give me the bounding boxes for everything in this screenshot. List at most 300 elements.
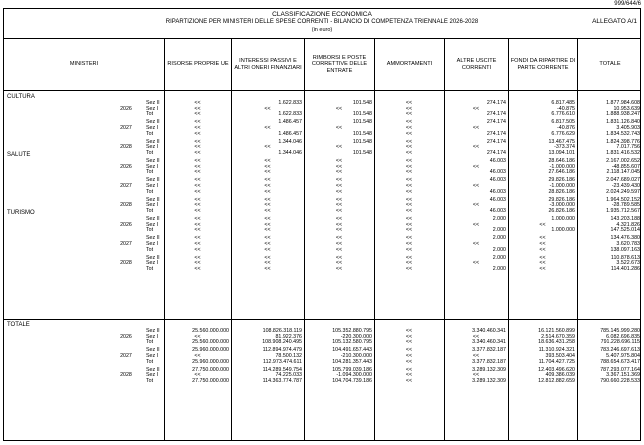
table-cell: << bbox=[194, 188, 201, 195]
table-cell: << bbox=[264, 240, 271, 247]
table-cell: << bbox=[194, 227, 201, 234]
table-cell: << bbox=[335, 246, 343, 253]
table-cell: << bbox=[335, 158, 343, 164]
row-kind: Sez II bbox=[146, 254, 160, 261]
year-label: 2026 bbox=[120, 221, 132, 228]
table-cell: << bbox=[405, 196, 413, 203]
table-cell: << bbox=[335, 163, 343, 170]
row-kind: Tot bbox=[146, 246, 154, 253]
table-cell: -373.374 bbox=[554, 144, 575, 151]
table-cell: << bbox=[194, 105, 201, 112]
page-subtitle: RIPARTIZIONE PER MINISTERI DELLE SPESE CORRENTI - BILANCIO DI COMPETENZA TRIENNALE 2026-2028 bbox=[165, 19, 479, 25]
table-cell: << bbox=[405, 227, 413, 234]
row-kind: Tot bbox=[146, 130, 154, 137]
table-cell: << bbox=[194, 149, 201, 156]
table-cell: << bbox=[405, 124, 413, 131]
table-cell: 104.281.357.443 bbox=[332, 358, 372, 365]
table-cell: << bbox=[264, 124, 271, 131]
table-cell: << bbox=[264, 163, 271, 170]
table-cell: 3.377.832.187 bbox=[472, 347, 506, 354]
table-cell: 108.826.318.119 bbox=[262, 328, 302, 334]
header-totale: TOTALE bbox=[577, 39, 642, 90]
table-cell: 28.826.186 bbox=[548, 188, 575, 195]
table-cell: 25.560.000.000 bbox=[192, 339, 229, 346]
table-cell: << bbox=[194, 265, 201, 272]
column-divider bbox=[304, 91, 305, 440]
table-cell: << bbox=[264, 216, 271, 222]
table-cell: 29.826.186 bbox=[548, 177, 575, 184]
row-kind: Sez II bbox=[146, 235, 160, 242]
table-cell: 1.622.833 bbox=[278, 100, 302, 106]
table-cell: -1.000.000 bbox=[549, 182, 575, 189]
table-cell: 274.174 bbox=[486, 149, 506, 156]
table-cell: << bbox=[405, 138, 413, 145]
document-code: 999/644/6 bbox=[614, 1, 641, 7]
table-cell: 29.826.186 bbox=[548, 196, 575, 203]
table-cell: 25.560.000.000 bbox=[192, 328, 229, 334]
row-kind: Sez II bbox=[146, 100, 160, 106]
table-cell: << bbox=[472, 163, 480, 170]
year-label: 2026 bbox=[120, 333, 132, 340]
table-cell: -40.875 bbox=[557, 105, 575, 112]
table-cell: << bbox=[405, 182, 413, 189]
row-kind: Sez II bbox=[146, 347, 160, 354]
table-cell: 3.522.673 bbox=[616, 260, 640, 267]
table-cell: << bbox=[194, 372, 201, 379]
table-cell: << bbox=[335, 182, 343, 189]
table-cell: << bbox=[405, 130, 413, 137]
table-cell: 101.548 bbox=[352, 149, 372, 156]
table-cell: 3.405.903 bbox=[616, 124, 640, 131]
row-kind: Tot bbox=[146, 169, 154, 176]
table-cell: << bbox=[335, 221, 343, 228]
table-cell: -1.000.000 bbox=[549, 163, 575, 170]
table-cell: << bbox=[539, 246, 546, 253]
table-cell: 10.953.639 bbox=[613, 105, 640, 112]
table-cell: << bbox=[472, 105, 480, 112]
table-cell: 3.340.460.341 bbox=[472, 328, 506, 334]
table-cell: << bbox=[405, 163, 413, 170]
table-cell: << bbox=[405, 328, 413, 334]
table-cell: << bbox=[194, 177, 201, 184]
table-cell: << bbox=[194, 138, 201, 145]
table-cell: << bbox=[472, 260, 480, 267]
table-cell: 27.750.000.000 bbox=[192, 366, 229, 373]
table-cell: 3.377.832.187 bbox=[472, 358, 506, 365]
table-cell: << bbox=[405, 366, 413, 373]
table-cell: << bbox=[264, 260, 271, 267]
table-cell: << bbox=[472, 202, 480, 209]
year-label: 2028 bbox=[120, 144, 132, 151]
table-cell: 6.776.629 bbox=[551, 130, 575, 137]
table-cell: 791.228.696.115 bbox=[600, 339, 640, 346]
column-divider bbox=[577, 91, 578, 440]
row-kind: Sez I bbox=[146, 333, 159, 340]
column-divider bbox=[444, 91, 445, 440]
table-cell: 74.225.033 bbox=[275, 372, 302, 379]
header-ammortamenti: AMMORTAMENTI bbox=[374, 39, 444, 90]
table-cell: << bbox=[335, 227, 343, 234]
row-kind: Sez II bbox=[146, 196, 160, 203]
table-cell: 2.514.670.359 bbox=[541, 333, 575, 340]
table-cell: 27.750.000.000 bbox=[192, 377, 229, 384]
table-cell: << bbox=[539, 221, 546, 228]
table-cell: << bbox=[405, 111, 413, 118]
table-cell: << bbox=[194, 169, 201, 176]
section-name: TOTALE bbox=[7, 322, 30, 328]
year-label: 2028 bbox=[120, 372, 132, 379]
table-cell: 114.289.549.754 bbox=[262, 366, 302, 373]
table-cell: << bbox=[405, 339, 413, 346]
table-cell: << bbox=[194, 246, 201, 253]
table-cell: 393.503.404 bbox=[545, 352, 575, 359]
table-cell: 1.824.398.776 bbox=[606, 138, 640, 145]
table-cell: 3.289.132.309 bbox=[472, 366, 506, 373]
table-cell: 1.486.457 bbox=[278, 119, 302, 126]
table-cell: << bbox=[264, 254, 271, 261]
table-cell: 13.094.101 bbox=[548, 149, 575, 156]
table-cell: << bbox=[405, 202, 413, 209]
table-cell: << bbox=[264, 105, 271, 112]
table-cell: << bbox=[405, 149, 413, 156]
table-cell: << bbox=[539, 235, 546, 242]
page-title: CLASSIFICAZIONE ECONOMICA bbox=[272, 11, 372, 18]
table-cell: << bbox=[405, 221, 413, 228]
table-cell: << bbox=[472, 221, 480, 228]
row-kind: Tot bbox=[146, 188, 154, 195]
row-kind: Tot bbox=[146, 377, 154, 384]
row-kind: Sez I bbox=[146, 372, 159, 379]
table-cell: 1.000.000 bbox=[551, 227, 575, 234]
row-kind: Sez I bbox=[146, 260, 159, 267]
table-cell: 5.407.975.804 bbox=[606, 352, 640, 359]
table-header bbox=[3, 39, 641, 91]
table-cell: 46.003 bbox=[489, 158, 506, 164]
section-name: CULTURA bbox=[7, 94, 35, 100]
table-cell: << bbox=[539, 240, 546, 247]
table-cell: << bbox=[472, 144, 480, 151]
table-cell: -1.094.300.000 bbox=[336, 372, 372, 379]
year-label: 2027 bbox=[120, 240, 132, 247]
table-cell: 2.047.689.027 bbox=[606, 177, 640, 184]
table-cell: << bbox=[472, 333, 480, 340]
row-kind: Sez I bbox=[146, 221, 159, 228]
table-cell: << bbox=[194, 100, 201, 106]
table-cell: << bbox=[405, 358, 413, 365]
table-cell: << bbox=[194, 119, 201, 126]
row-kind: Sez II bbox=[146, 138, 160, 145]
table-cell: 78.500.132 bbox=[275, 352, 302, 359]
totale-separator bbox=[4, 319, 640, 320]
table-cell: -48.855.607 bbox=[611, 163, 640, 170]
row-kind: Sez I bbox=[146, 105, 159, 112]
row-kind: Sez I bbox=[146, 163, 159, 170]
table-cell: 138.097.163 bbox=[610, 246, 640, 253]
table-cell: 114.363.774.787 bbox=[262, 377, 302, 384]
table-cell: 790.660.228.533 bbox=[600, 377, 640, 384]
table-cell: << bbox=[194, 216, 201, 222]
table-cell: 1.486.457 bbox=[278, 130, 302, 137]
table-cell: << bbox=[335, 260, 343, 267]
row-kind: Sez I bbox=[146, 202, 159, 209]
table-cell: 101.548 bbox=[352, 130, 372, 137]
header-rimborsi: RIMBORSI E POSTE CORRETTIVE DELLE ENTRATE bbox=[304, 39, 374, 90]
header-ministeri: MINISTERI bbox=[69, 61, 99, 68]
table-cell: 1.622.833 bbox=[278, 111, 302, 118]
table-cell: << bbox=[194, 333, 201, 340]
table-cell: << bbox=[194, 260, 201, 267]
row-kind: Tot bbox=[146, 339, 154, 346]
table-cell: 3.340.460.341 bbox=[472, 339, 506, 346]
table-cell: << bbox=[335, 196, 343, 203]
table-cell: << bbox=[264, 182, 271, 189]
table-cell: 274.174 bbox=[486, 138, 506, 145]
table-cell: 6.817.505 bbox=[551, 119, 575, 126]
table-cell: << bbox=[264, 235, 271, 242]
table-cell: 2.000 bbox=[492, 246, 506, 253]
table-cell: << bbox=[405, 177, 413, 184]
table-cell: << bbox=[472, 182, 480, 189]
table-cell: << bbox=[194, 207, 201, 214]
table-cell: 110.878.613 bbox=[610, 254, 640, 261]
table-cell: << bbox=[335, 188, 343, 195]
table-cell: << bbox=[264, 196, 271, 203]
row-kind: Sez II bbox=[146, 328, 160, 334]
table-cell: << bbox=[405, 105, 413, 112]
table-cell: 112.973.474.611 bbox=[263, 358, 302, 365]
table-cell: -210.300.000 bbox=[340, 352, 372, 359]
table-cell: << bbox=[194, 163, 201, 170]
table-cell: << bbox=[264, 158, 271, 164]
table-cell: << bbox=[194, 254, 201, 261]
row-kind: Sez I bbox=[146, 182, 159, 189]
table-cell: 46.003 bbox=[489, 196, 506, 203]
table-cell: << bbox=[264, 227, 271, 234]
table-cell: 16.121.560.899 bbox=[538, 328, 575, 334]
table-cell: << bbox=[194, 111, 201, 118]
table-body bbox=[3, 91, 641, 441]
section-name: TURISMO bbox=[7, 210, 35, 216]
table-cell: << bbox=[194, 240, 201, 247]
table-cell: << bbox=[405, 372, 413, 379]
table-cell: << bbox=[405, 207, 413, 214]
row-kind: Tot bbox=[146, 227, 154, 234]
table-cell: << bbox=[539, 260, 546, 267]
table-cell: 6.817.485 bbox=[551, 100, 575, 106]
table-cell: << bbox=[264, 221, 271, 228]
section-name: SALUTE bbox=[7, 152, 31, 158]
table-cell: 104.704.739.186 bbox=[332, 377, 372, 384]
table-cell: 12.403.496.620 bbox=[538, 366, 575, 373]
table-cell: << bbox=[405, 169, 413, 176]
table-cell: 6.776.610 bbox=[551, 111, 575, 118]
table-cell: 147.525.014 bbox=[610, 227, 640, 234]
row-kind: Tot bbox=[146, 149, 154, 156]
row-kind: Sez II bbox=[146, 177, 160, 184]
table-cell: 101.548 bbox=[352, 111, 372, 118]
table-cell: 46.003 bbox=[489, 188, 506, 195]
table-cell: -28.789.585 bbox=[611, 202, 640, 209]
table-cell: << bbox=[472, 372, 480, 379]
title-box bbox=[3, 8, 641, 39]
year-label: 2026 bbox=[120, 163, 132, 170]
table-cell: -23.439.430 bbox=[611, 182, 640, 189]
table-cell: 1.935.712.567 bbox=[606, 207, 640, 214]
table-cell: 101.548 bbox=[352, 119, 372, 126]
table-cell: << bbox=[472, 240, 480, 247]
table-cell: 27.646.186 bbox=[548, 169, 575, 176]
table-cell: 785.145.999.280 bbox=[600, 328, 640, 334]
table-cell: << bbox=[405, 216, 413, 222]
table-cell: 28.646.186 bbox=[548, 158, 575, 164]
table-cell: 46.003 bbox=[489, 207, 506, 214]
table-cell: << bbox=[264, 169, 271, 176]
table-cell: 46.003 bbox=[489, 169, 506, 176]
table-cell: 13.467.475 bbox=[548, 138, 575, 145]
table-cell: 25.960.000.000 bbox=[192, 358, 229, 365]
table-cell: 114.401.286 bbox=[610, 265, 640, 272]
header-interessi-passivi: INTERESSI PASSIVI E ALTRI ONERI FINANZIARI bbox=[231, 39, 304, 90]
table-cell: 11.310.924.321 bbox=[538, 347, 575, 354]
table-cell: 143.203.188 bbox=[610, 216, 640, 222]
table-cell: << bbox=[194, 144, 201, 151]
column-divider bbox=[374, 91, 375, 440]
table-cell: 274.174 bbox=[486, 119, 506, 126]
table-cell: 274.174 bbox=[486, 130, 506, 137]
table-cell: 1.834.532.743 bbox=[606, 130, 640, 137]
table-cell: 101.548 bbox=[352, 100, 372, 106]
table-cell: << bbox=[335, 216, 343, 222]
table-cell: 25.960.000.000 bbox=[192, 347, 229, 354]
table-cell: 12.812.882.659 bbox=[538, 377, 575, 384]
table-cell: << bbox=[405, 377, 413, 384]
table-cell: 1.888.938.247 bbox=[606, 111, 640, 118]
table-cell: << bbox=[405, 347, 413, 354]
table-cell: << bbox=[405, 265, 413, 272]
table-cell: << bbox=[264, 246, 271, 253]
table-cell: 2.167.002.652 bbox=[606, 158, 640, 164]
table-cell: 4.321.826 bbox=[616, 221, 640, 228]
table-cell: << bbox=[194, 202, 201, 209]
row-kind: Tot bbox=[146, 111, 154, 118]
table-cell: << bbox=[405, 352, 413, 359]
table-cell: 105.352.880.795 bbox=[332, 328, 372, 334]
table-cell: << bbox=[335, 144, 343, 151]
table-cell: 6.082.696.835 bbox=[606, 333, 640, 340]
table-cell: 1.344.046 bbox=[278, 138, 302, 145]
table-cell: << bbox=[264, 177, 271, 184]
table-cell: << bbox=[335, 265, 343, 272]
table-cell: << bbox=[264, 202, 271, 209]
header-altre-uscite: ALTRE USCITE CORRENTI bbox=[444, 39, 508, 90]
header-fondi: FONDI DA RIPARTIRE DI PARTE CORRENTE bbox=[508, 39, 577, 90]
year-label: 2027 bbox=[120, 352, 132, 359]
table-cell: << bbox=[405, 119, 413, 126]
row-kind: Sez I bbox=[146, 352, 159, 359]
table-cell: 2.000 bbox=[492, 254, 506, 261]
table-cell: << bbox=[405, 246, 413, 253]
year-label: 2027 bbox=[120, 182, 132, 189]
table-cell: 2.024.249.597 bbox=[606, 188, 640, 195]
allegato-label: ALLEGATO A/1 bbox=[592, 18, 637, 25]
table-cell: 105.132.580.795 bbox=[332, 339, 372, 346]
table-cell: 2.000 bbox=[492, 227, 506, 234]
table-cell: 1.831.416.532 bbox=[606, 149, 640, 156]
table-cell: << bbox=[264, 265, 271, 272]
table-cell: 2.000 bbox=[492, 216, 506, 222]
row-kind: Tot bbox=[146, 207, 154, 214]
table-cell: << bbox=[335, 207, 343, 214]
table-cell: 81.922.376 bbox=[275, 333, 302, 340]
year-label: 2028 bbox=[120, 202, 132, 209]
table-cell: 3.367.151.369 bbox=[606, 372, 640, 379]
table-cell: 1.831.126.840 bbox=[606, 119, 640, 126]
column-divider bbox=[164, 91, 165, 440]
row-kind: Sez II bbox=[146, 366, 160, 373]
table-cell: << bbox=[264, 144, 271, 151]
table-cell: 1.877.984.608 bbox=[606, 100, 640, 106]
table-cell: -3.000.000 bbox=[549, 202, 575, 209]
table-cell: << bbox=[335, 169, 343, 176]
table-cell: << bbox=[194, 158, 201, 164]
table-cell: << bbox=[472, 124, 480, 131]
table-cell: << bbox=[335, 254, 343, 261]
year-label: 2028 bbox=[120, 260, 132, 267]
table-cell: << bbox=[335, 124, 343, 131]
table-cell: << bbox=[194, 235, 201, 242]
table-cell: << bbox=[264, 188, 271, 195]
table-cell: << bbox=[405, 235, 413, 242]
table-cell: << bbox=[405, 188, 413, 195]
table-cell: 3.289.132.309 bbox=[472, 377, 506, 384]
table-cell: << bbox=[405, 260, 413, 267]
table-cell: 105.799.039.186 bbox=[332, 366, 372, 373]
table-cell: << bbox=[194, 196, 201, 203]
row-kind: Sez II bbox=[146, 158, 160, 164]
year-label: 2026 bbox=[120, 105, 132, 112]
table-cell: << bbox=[335, 105, 343, 112]
table-cell: << bbox=[194, 352, 201, 359]
table-cell: << bbox=[335, 177, 343, 184]
table-cell: -40.876 bbox=[557, 124, 575, 131]
header-risorse-proprie-ue: RISORSE PROPRIE UE bbox=[164, 39, 231, 90]
table-cell: 7.017.756 bbox=[616, 144, 640, 151]
table-cell: << bbox=[405, 100, 413, 106]
column-divider bbox=[231, 91, 232, 440]
table-cell: << bbox=[405, 144, 413, 151]
year-label: 2027 bbox=[120, 124, 132, 131]
table-cell: 112.894.974.479 bbox=[262, 347, 302, 354]
table-cell: << bbox=[194, 124, 201, 131]
table-cell: 26.826.186 bbox=[548, 207, 575, 214]
table-cell: 1.964.502.152 bbox=[606, 196, 640, 203]
row-kind: Tot bbox=[146, 358, 154, 365]
table-cell: 3.620.783 bbox=[616, 240, 640, 247]
table-cell: 2.000 bbox=[492, 265, 506, 272]
table-cell: << bbox=[264, 207, 271, 214]
table-cell: << bbox=[335, 235, 343, 242]
row-kind: Tot bbox=[146, 265, 154, 272]
row-kind: Sez I bbox=[146, 144, 159, 151]
table-cell: 1.344.046 bbox=[278, 149, 302, 156]
column-divider bbox=[508, 91, 509, 440]
unit-label: (in euro) bbox=[311, 27, 333, 33]
table-cell: << bbox=[194, 130, 201, 137]
row-kind: Sez II bbox=[146, 119, 160, 126]
table-cell: 104.491.657.443 bbox=[332, 347, 372, 354]
table-cell: 134.476.380 bbox=[610, 235, 640, 242]
table-cell: << bbox=[539, 254, 546, 261]
